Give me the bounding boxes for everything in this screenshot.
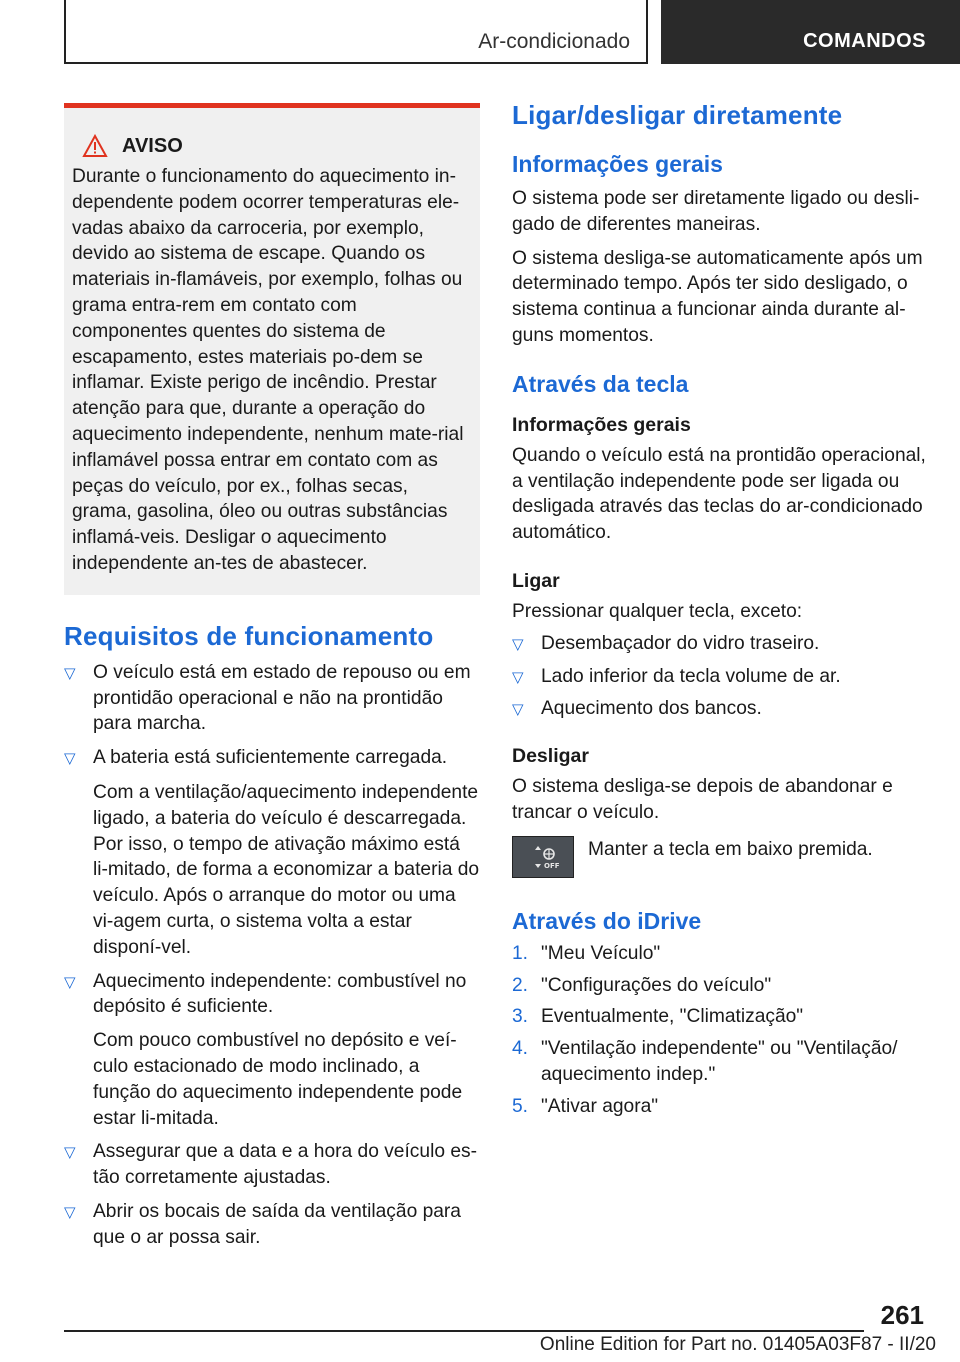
page-number: 261 <box>880 1300 924 1330</box>
list-item-detail: Com a ventilação/aquecimento independente ligado, a bateria do veículo é descarregada. Por isso, o tempo de ativação máximo está li-mitado, de forma a economizar a bateria do veículo. Após o arranque do motor ou uma vi-agem curta, o sistema volta a estar disponí-vel. <box>93 781 480 958</box>
section-title: Ar-condicionado <box>478 30 630 53</box>
step-item <box>512 1094 930 1120</box>
button-info-text: Quando o veículo está na prontidão operacional, a ventilação independente pode ser ligada ou desligada através das teclas do ar-condicionado automático. <box>512 444 926 544</box>
step-text: Eventualmente, "Climatização" <box>541 1006 804 1028</box>
step-text: "Configurações do veículo" <box>541 974 772 996</box>
list-item <box>512 664 930 691</box>
step-number: 5. <box>512 1095 529 1117</box>
button-info-title: Informações gerais <box>512 413 691 436</box>
off-label: OFF <box>544 861 560 870</box>
general-paragraph-2: O sistema desliga-se automaticamente após um determinado tempo. Após ter sido desligado, o sistema continua a funcionar ainda durante al-guns momentos. <box>512 247 923 346</box>
requirements-list <box>64 660 480 1251</box>
off-title: Desligar <box>512 745 589 768</box>
fan-off-button-icon <box>512 836 574 878</box>
list-item <box>64 1139 480 1191</box>
step-item <box>512 973 930 999</box>
chapter-tab <box>661 0 960 64</box>
list-item <box>64 745 480 772</box>
step-text: "Ventilação independente" ou "Ventilação/ aquecimento indep." <box>541 1038 898 1085</box>
step-number: 4. <box>512 1038 529 1060</box>
bullet-triangle-icon: ▽ <box>64 1203 76 1221</box>
hold-button-row <box>512 836 930 878</box>
bullet-triangle-icon: ▽ <box>512 668 524 686</box>
step-number: 2. <box>512 974 529 996</box>
warning-title: AVISO <box>122 134 183 157</box>
list-item-text: Assegurar que a data e a hora do veículo es-tão corretamente ajustadas. <box>93 1141 477 1189</box>
list-item <box>512 631 930 658</box>
on-text: Pressionar qualquer tecla, exceto: <box>512 600 803 622</box>
general-info-title: Informações gerais <box>512 151 723 177</box>
edition-text: Online Edition for Part no. 01405A03F87 - II/20 <box>539 1334 936 1355</box>
off-text: O sistema desliga-se depois de abandonar e trancar o veículo. <box>512 776 893 823</box>
list-item-text: Lado inferior da tecla volume de ar. <box>541 665 841 687</box>
step-item <box>512 1004 930 1030</box>
warning-box <box>64 103 480 595</box>
list-item <box>64 969 480 1021</box>
list-item-detail: Com pouco combustível no depósito e veí-culo estacionado de modo inclinado, a função do aquecimento independente pode estar li-mitada. <box>93 1030 463 1129</box>
hold-text: Manter a tecla em baixo premida. <box>588 838 873 860</box>
warning-triangle-icon <box>82 134 108 158</box>
step-item <box>512 941 930 967</box>
header-section-box <box>64 0 648 64</box>
bullet-triangle-icon: ▽ <box>512 701 524 719</box>
requirements-title: Requisitos de funcionamento <box>64 620 434 651</box>
warning-text: Durante o funcionamento do aquecimento in-dependente podem ocorrer temperaturas ele-vadas abaixo da carroceria, por exemplo, devido ao sistema de escape. Quando os materiais in-flamáveis, por exemplo, folhas ou grama entra-rem em contato com componentes quentes do sistema de escapamento, estes materiais po-dem se inflamar. Existe perigo de incêndio. Prestar atenção para que, durante a operação do aquecimento independente, nenhum mate-rial inflamável possa entrar em contato com as peças do veículo, por ex., folhas secas, grama, gasolina, óleo ou outras substâncias inflamá-veis. Desligar o aquecimento independente an-tes de abastecer. <box>72 166 464 574</box>
list-item-text: Aquecimento dos bancos. <box>541 698 762 720</box>
list-item <box>64 1199 480 1251</box>
step-text: "Meu Veículo" <box>541 942 661 964</box>
button-section-title: Através da tecla <box>512 370 689 397</box>
fan-icon <box>513 837 573 877</box>
right-column <box>512 100 930 1120</box>
left-column <box>64 103 480 1250</box>
list-item-text: O veículo está em estado de repouso ou em prontidão operacional e não na prontidão para marcha. <box>93 661 471 735</box>
bullet-triangle-icon: ▽ <box>64 973 76 991</box>
list-item <box>512 696 930 723</box>
chapter-title: COMANDOS <box>803 30 926 52</box>
list-item-text: Aquecimento independente: combustível no depósito é suficiente. <box>93 970 467 1018</box>
idrive-title: Através do iDrive <box>512 907 702 934</box>
footer-divider <box>64 1330 864 1332</box>
bullet-triangle-icon: ▽ <box>64 750 76 768</box>
warning-header <box>82 134 472 158</box>
on-title: Ligar <box>512 569 560 592</box>
step-number: 1. <box>512 942 529 964</box>
list-item-text: Desembaçador do vidro traseiro. <box>541 632 820 654</box>
general-paragraph-1: O sistema pode ser diretamente ligado ou desli-gado de diferentes maneiras. <box>512 188 920 235</box>
bullet-triangle-icon: ▽ <box>64 1144 76 1162</box>
bullet-triangle-icon: ▽ <box>64 664 76 682</box>
step-number: 3. <box>512 1006 529 1028</box>
step-text: "Ativar agora" <box>541 1095 659 1117</box>
list-item-text: Abrir os bocais de saída da ventilação para que o ar possa sair. <box>93 1200 461 1248</box>
step-item <box>512 1036 930 1088</box>
direct-title: Ligar/desligar diretamente <box>512 100 843 130</box>
list-item-text: A bateria está suficientemente carregada. <box>93 747 448 769</box>
idrive-steps <box>512 941 930 1120</box>
list-item <box>64 660 480 737</box>
bullet-triangle-icon: ▽ <box>512 635 524 653</box>
